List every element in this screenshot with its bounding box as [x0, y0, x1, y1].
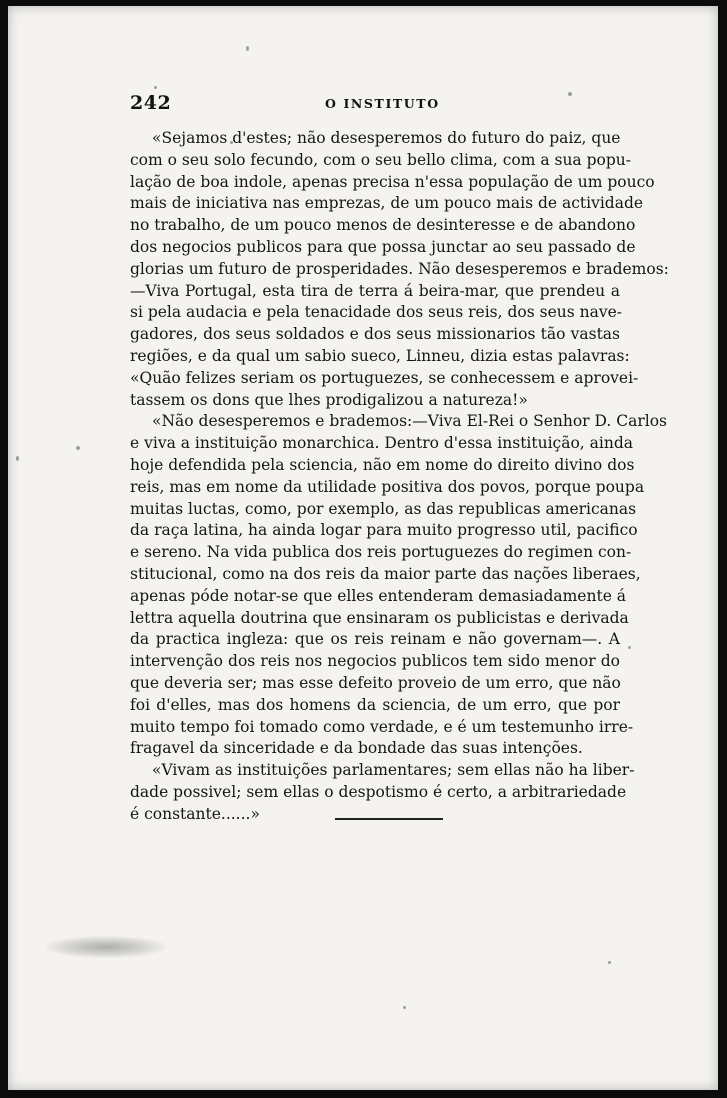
text-line: fragavel da sinceridade e da bondade das suas intenções. [130, 739, 583, 758]
text-line: muito tempo foi tomado como verdade, e é um testemunho irre- [130, 717, 634, 736]
text-line: glorias um futuro de prosperidades. Não desesperemos e brademos: [130, 259, 669, 278]
text-line: da raça latina, ha ainda logar para muito progresso util, pacifico [130, 521, 638, 540]
text-line: e viva a instituição monarchica. Dentro d'essa instituição, ainda [130, 434, 634, 453]
text-line: «Quão felizes seriam os portuguezes, se conhecessem e aprovei- [130, 368, 639, 387]
section-end-rule [335, 818, 443, 820]
text-line: no trabalho, de um pouco menos de desinteresse e de abandono [130, 216, 636, 235]
speck [76, 446, 80, 450]
text-line: apenas póde notar-se que elles entenderam demasiadamente á [130, 586, 627, 605]
text-line: dos negocios publicos para que possa junctar ao seu passado de [130, 237, 636, 256]
text-line: hoje defendida pela sciencia, não em nome do direito divino dos [130, 455, 635, 474]
text-line: «Vivam as instituições parlamentares; sem ellas não ha liber- [152, 761, 635, 780]
text-line: lettra aquella doutrina que ensinaram os publicistas e derivada [130, 608, 629, 627]
text-line: foi d'elles, mas dos homens da sciencia, de um erro, que por [130, 695, 620, 714]
text-line: da practica ingleza: que os reis reinam e não governam—. A [130, 630, 620, 649]
speck [16, 456, 19, 461]
page-number: 242 [130, 92, 172, 114]
text-line: com o seu solo fecundo, com o seu bello clima, com a sua popu- [130, 150, 631, 169]
speck [154, 86, 157, 89]
text-line: que deveria ser; mas esse defeito proveio de um erro, que não [130, 673, 621, 692]
text-line: e sereno. Na vida publica dos reis portuguezes do regimen con- [130, 543, 632, 562]
speck [403, 1006, 406, 1009]
text-line: si pela audacia e pela tenacidade dos seus reis, dos seus nave- [130, 303, 623, 322]
text-line: mais de iniciativa nas emprezas, de um pouco mais de actividade [130, 194, 644, 213]
text-line: gadores, dos seus soldados e dos seus missionarios tão vastas [130, 325, 620, 344]
text-line: muitas luctas, como, por exemplo, as das republicas americanas [130, 499, 637, 518]
page-header [130, 92, 620, 120]
text-line: é constante......» [130, 804, 260, 823]
body-text [130, 128, 669, 826]
text-line: reis, mas em nome da utilidade positiva dos povos, porque poupa [130, 477, 645, 496]
text-line: tassem os dons que lhes prodigalizou a natureza!» [130, 390, 528, 409]
text-line: —Viva Portugal, esta tira de terra á beira-mar, que prendeu a [130, 281, 620, 300]
text-line: «Não desesperemos e brademos:—Viva El-Rei o Senhor D. Carlos [152, 412, 667, 431]
speck [628, 646, 631, 649]
speck [246, 46, 249, 51]
text-line: «Sejamos d'estes; não desesperemos do futuro do paiz, que [152, 129, 621, 147]
speck [608, 961, 611, 964]
text-line: dade possivel; sem ellas o despotismo é certo, a arbitrariedade [130, 782, 627, 801]
text-line: stitucional, como na dos reis da maior parte das nações liberaes, [130, 564, 641, 583]
ink-smudge [46, 936, 166, 958]
running-title: O INSTITUTO [325, 96, 440, 111]
text-line: lação de boa indole, apenas precisa n'essa população de um pouco [130, 172, 655, 191]
text-line: intervenção dos reis nos negocios publicos tem sido menor do [130, 652, 620, 671]
text-line: regiões, e da qual um sabio sueco, Linneu, dizia estas palavras: [130, 346, 630, 365]
